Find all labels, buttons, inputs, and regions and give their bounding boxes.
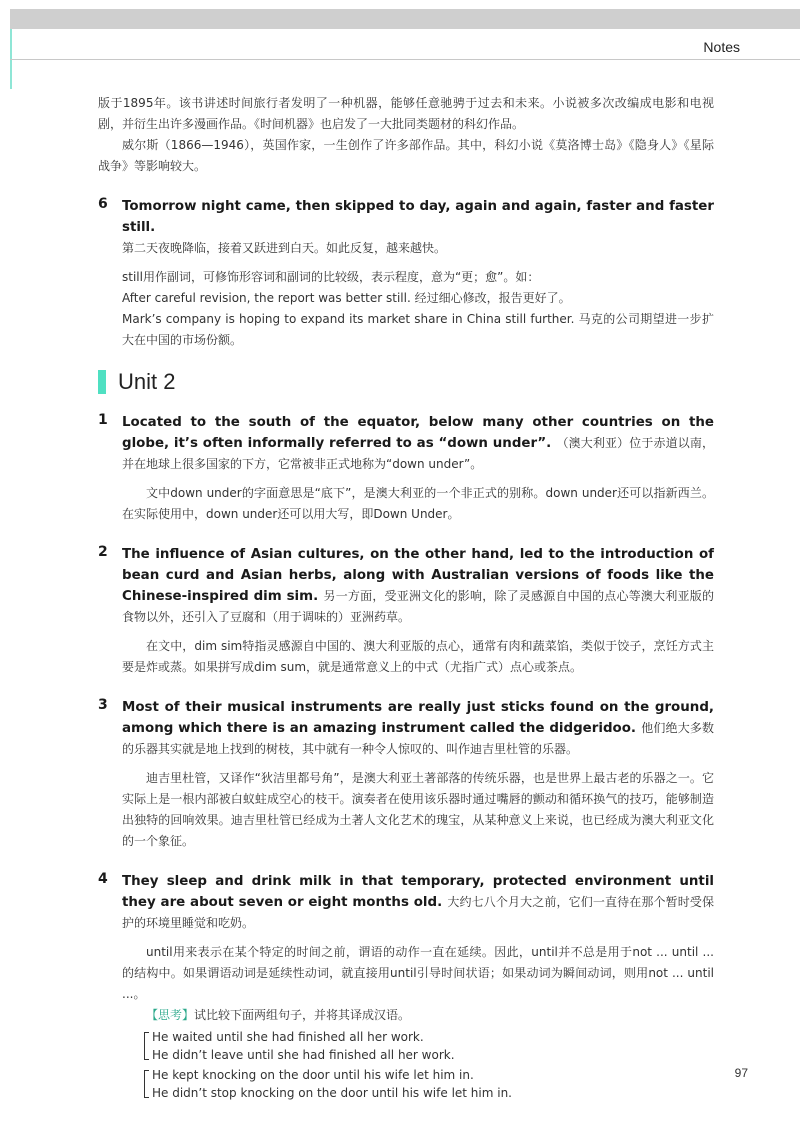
pair-sentence: He kept knocking on the door until his wife let him in. xyxy=(152,1068,474,1082)
note-chinese-translation: （澳大利亚）位于赤道以南，并在地球上很多国家的下方，它常被非正式地称为“down under”。 xyxy=(122,436,714,471)
note-explanation: 在文中，dim sim特指灵感源自中国的、澳大利亚版的点心，通常有肉和蔬菜馅，类似于饺子，烹饪方式主要是炸或蒸。如果拼写成dim sum，就是通常意义上的中式（尤指广式）点心或茶点。 xyxy=(122,639,714,674)
note-heading xyxy=(122,411,714,473)
note-2 xyxy=(98,543,714,678)
note-heading xyxy=(122,696,714,758)
note-english-sentence: The influence of Asian cultures, on the other hand, led to the introduction of bean curd and Asian herbs, along with Australian versions of foods like the Chinese-inspired dim sim. xyxy=(122,547,714,604)
note-1 xyxy=(98,411,714,525)
explanation-text: still用作副词，可修饰形容词和副词的比较级，表示程度，意为“更；愈”。如： xyxy=(122,270,540,284)
note-chinese-translation: 他们绝大多数的乐器其实就是地上找到的树枝，其中就有一种令人惊叹的、叫作迪吉里杜管的乐器。 xyxy=(122,721,714,756)
header-divider xyxy=(10,59,800,60)
note-number: 4 xyxy=(98,871,108,887)
note-explanation: 迪吉里杜管，又译作“狄洁里都号角”，是澳大利亚土著部落的传统乐器，也是世界上最古老的乐器之一。它实际上是一根内部被白蚁蛀成空心的枝干。演奏者在使用该乐器时通过嘴唇的颤动和循环换气的技巧，能够制造出独特的回响效果。迪吉里杜管已经成为土著人文化艺术的瑰宝，从某种意义上来说，也已经成为澳大利亚文化的一个象征。 xyxy=(122,771,714,848)
example-sentence: After careful revision, the report was better still. 经过细心修改，报告更好了。 xyxy=(122,291,571,305)
header-bar xyxy=(10,9,800,29)
think-prompt xyxy=(122,1005,714,1026)
note-english-sentence: Located to the south of the equator, below many other countries on the globe, it’s often informally referred to as “down under”. xyxy=(122,415,714,451)
note-number: 3 xyxy=(98,697,108,713)
unit-title: Unit 2 xyxy=(118,369,176,394)
note-chinese-translation: 第二天夜晚降临，接着又跃进到白天。如此反复，越来越快。 xyxy=(122,241,447,255)
unit-marker xyxy=(98,370,106,394)
pair-sentence: He waited until she had finished all her work. xyxy=(152,1030,424,1044)
page-number: 97 xyxy=(734,1066,748,1080)
author-paragraph: 威尔斯（1866—1946），英国作家，一生创作了许多部作品。其中，科幻小说《莫洛博士岛》《隐身人》《星际战争》等影响较大。 xyxy=(98,138,714,173)
section-title: Notes xyxy=(703,39,740,55)
note-3 xyxy=(98,696,714,852)
sentence-pair xyxy=(122,1066,714,1102)
pair-bracket xyxy=(144,1070,149,1098)
note-english-sentence: They sleep and drink milk in that temporary, protected environment until they are about seven or eight months old. xyxy=(122,874,714,910)
pair-bracket xyxy=(144,1032,149,1060)
intro-paragraph: 版于1895年。该书讲述时间旅行者发明了一种机器，能够任意驰骋于过去和未来。小说被多次改编成电影和电视剧，并衍生出许多漫画作品。《时间机器》也启发了一大批同类题材的科幻作品。 xyxy=(98,96,714,131)
think-text: 试比较下面两组句子，并将其译成汉语。 xyxy=(194,1008,411,1022)
note-explanation: until用来表示在某个特定的时间之前，谓语的动作一直在延续。因此，until并不总是用于not ... until ... 的结构中。如果谓语动词是延续性动词，就直接用until引导时间状语；如果动词为瞬间动词，则用not ... until ...。 xyxy=(122,945,714,1001)
note-heading xyxy=(122,543,714,626)
note-number: 1 xyxy=(98,412,108,428)
note-heading xyxy=(122,195,714,257)
example-sentence: Mark’s company is hoping to expand its market share in China still further. 马克的公司期望进一步扩大在中国的市场份额。 xyxy=(122,312,714,347)
note-chinese-translation: 大约七八个月大之前，它们一直待在那个暂时受保护的环境里睡觉和吃奶。 xyxy=(122,895,714,930)
sentence-pair xyxy=(122,1028,714,1064)
pair-sentence: He didn’t leave until she had finished all her work. xyxy=(152,1048,455,1062)
note-english-sentence: Most of their musical instruments are really just sticks found on the ground, among which there is an amazing instrument called the didgeridoo. xyxy=(122,700,714,736)
note-explanation xyxy=(122,267,714,351)
note-6 xyxy=(98,195,714,351)
pair-sentence: He didn’t stop knocking on the door until his wife let him in. xyxy=(152,1086,512,1100)
note-4 xyxy=(98,870,714,1102)
note-heading xyxy=(122,870,714,932)
unit-heading xyxy=(98,369,714,395)
note-explanation: 文中down under的字面意思是“底下”，是澳大利亚的一个非正式的别称。down under还可以指新西兰。在实际使用中，down under还可以用大写，即Down Under。 xyxy=(122,486,714,521)
note-number: 6 xyxy=(98,196,108,212)
note-english-sentence: Tomorrow night came, then skipped to day, again and again, faster and faster still. xyxy=(122,199,714,235)
page-content xyxy=(98,93,714,1102)
note-number: 2 xyxy=(98,544,108,560)
think-label: 【思考】 xyxy=(146,1008,195,1022)
note-chinese-translation: 另一方面，受亚洲文化的影响，除了灵感源自中国的点心等澳大利亚版的食物以外，还引入了豆腐和（用于调味的）亚洲药草。 xyxy=(122,589,714,624)
